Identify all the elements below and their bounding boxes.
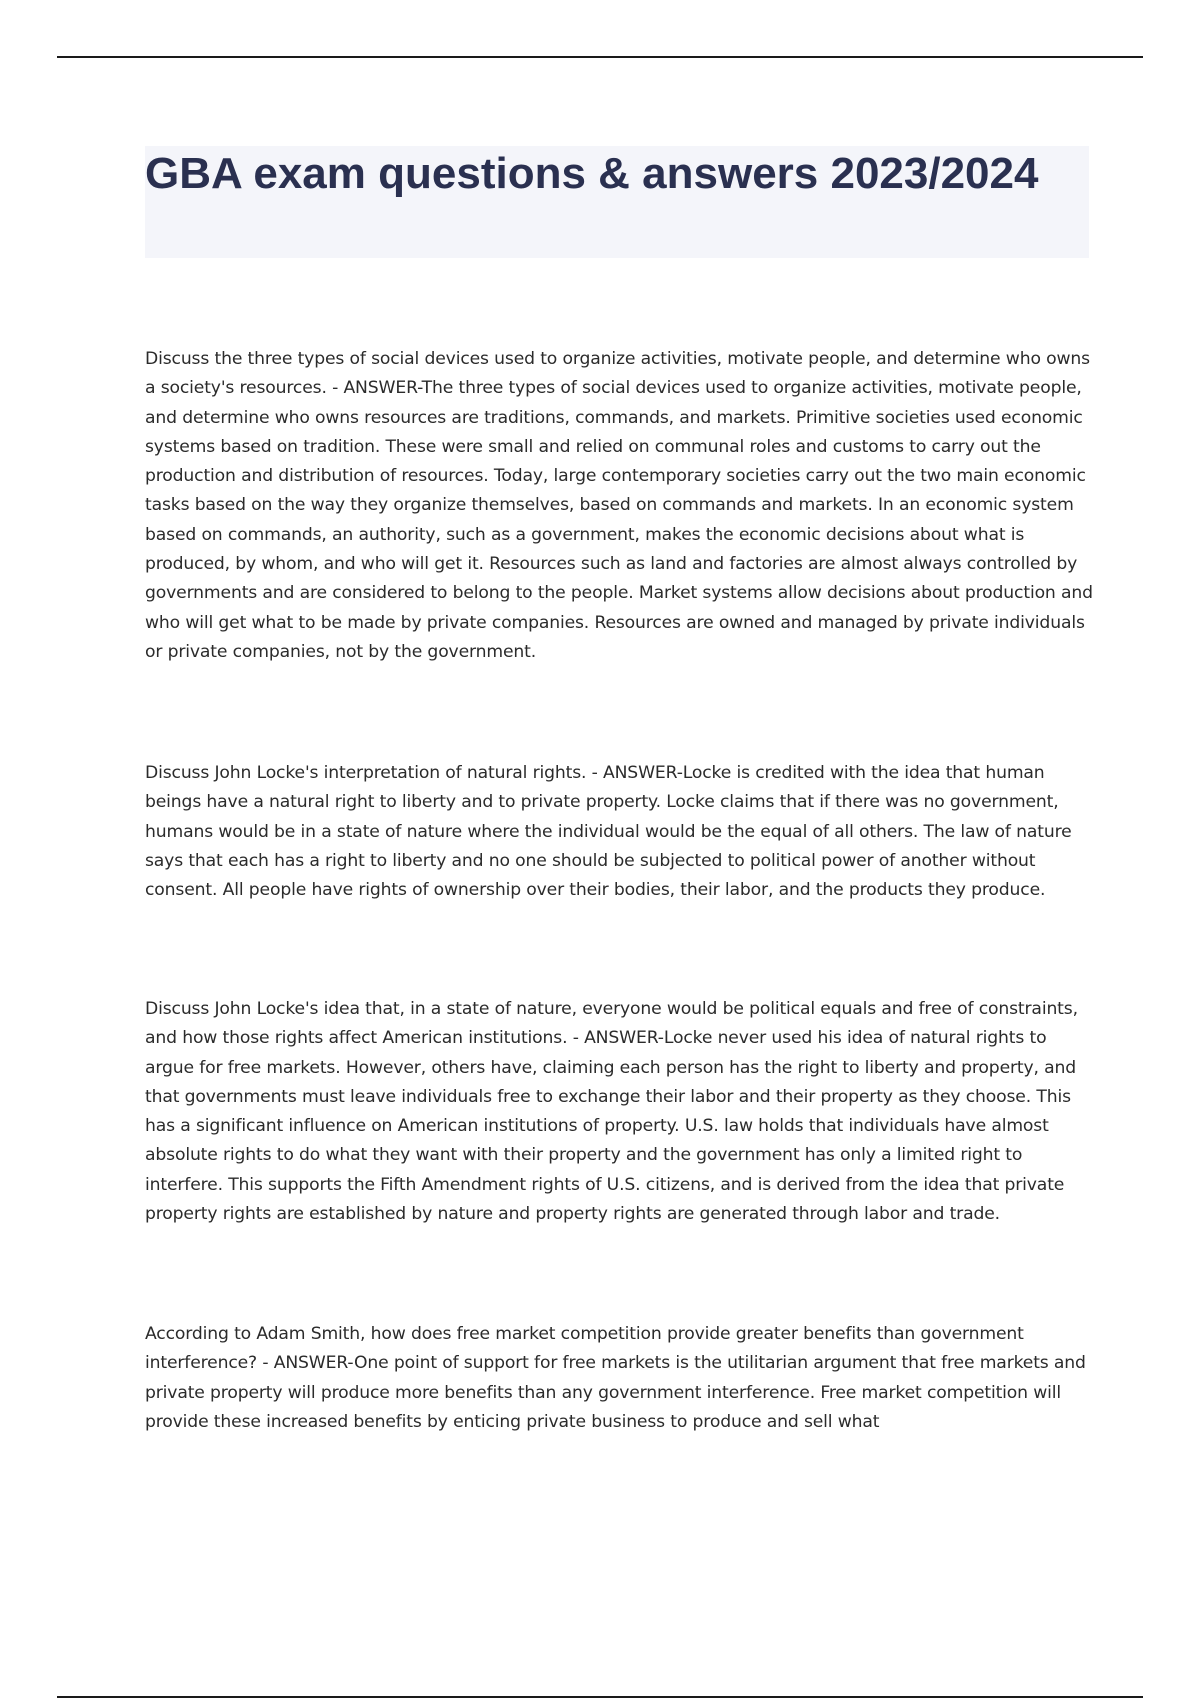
header-rule [57, 56, 1143, 58]
qa-entry-4: According to Adam Smith, how does free market competition provide greater benefits than government interference? - ANSWER-One point of support for free markets is the utilitarian argument that free markets and private property will produce more benefits than any government interference. Free market competition will provide these increased benefits by enticing private business to produce and sell what [145, 1324, 1086, 1432]
qa-entry-2: Discuss John Locke's interpretation of natural rights. - ANSWER-Locke is credited with the idea that human beings have a natural right to liberty and to private property. Locke claims that if there was no government, humans would be in a state of nature where the individual would be the equal of all others. The law of nature says that each has a right to liberty and no one should be subjected to political power of another without consent. All people have rights of ownership over their bodies, their labor, and the products they produce. [145, 763, 1072, 901]
footer-rule [57, 1696, 1143, 1698]
qa-entry-3: Discuss John Locke's idea that, in a state of nature, everyone would be political equals and free of constraints, and how those rights affect American institutions. - ANSWER-Locke never used his idea of natural rights to argue for free markets. However, others have, claiming each person has the right to liberty and property, and that governments must leave individuals free to exchange their labor and their property as they choose. This has a significant influence on American institutions of property. U.S. law holds that individuals have almost absolute rights to do what they want with their property and the government has only a limited right to interfere. This supports the Fifth Amendment rights of U.S. citizens, and is derived from the idea that private property rights are established by nature and property rights are generated through labor and trade. [145, 999, 1078, 1225]
qa-entry-1: Discuss the three types of social devices used to organize activities, motivate people, and determine who owns a society's resources. - ANSWER-The three types of social devices used to organize activities, motivate people, and determine who owns resources are traditions, commands, and markets. Primitive societies used economic systems based on tradition. These were small and relied on communal roles and customs to carry out the production and distribution of resources. Today, large contemporary societies carry out the two main economic tasks based on the way they organize themselves, based on commands and markets. In an economic system based on commands, an authority, such as a government, makes the economic decisions about what is produced, by whom, and who will get it. Resources such as land and factories are almost always controlled by governments and are considered to belong to the people. Market systems allow decisions about production and who will get what to be made by private companies. Resources are owned and managed by private individuals or private companies, not by the government. [145, 349, 1093, 662]
title-block [145, 146, 1089, 258]
document-title: GBA exam questions & answers 2023/2024 [145, 149, 1039, 198]
